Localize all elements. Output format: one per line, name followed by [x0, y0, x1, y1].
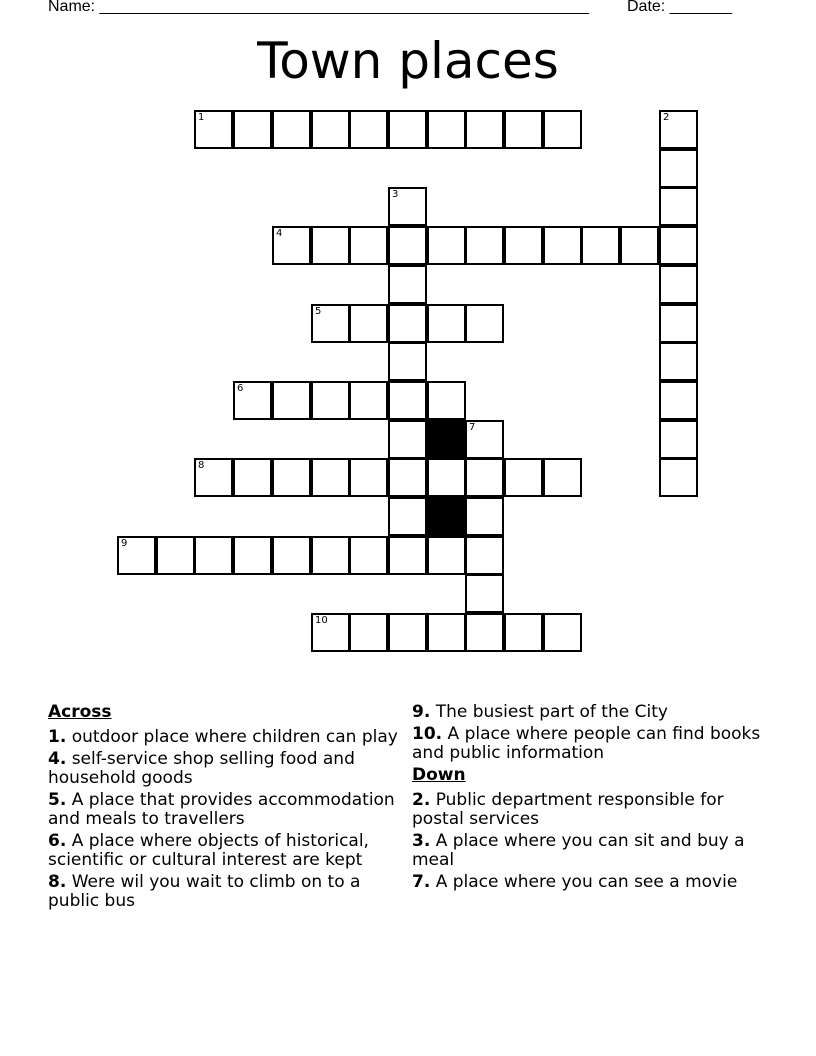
grid-cell[interactable] [543, 110, 582, 149]
clue-number-label: 8 [198, 460, 205, 471]
clue-text: The busiest part of the City [435, 702, 668, 722]
puzzle-title: Town places [257, 32, 559, 90]
black-square [427, 420, 466, 459]
grid-cell[interactable] [311, 613, 350, 652]
grid-cell[interactable] [543, 458, 582, 497]
clue-down-7 [412, 873, 772, 892]
across-heading: Across [48, 702, 112, 722]
grid-cell[interactable] [659, 110, 698, 149]
grid-cell[interactable] [388, 420, 427, 459]
clue-number-label: 7 [469, 422, 476, 433]
grid-cell[interactable] [194, 536, 233, 575]
grid-cell[interactable] [194, 458, 233, 497]
grid-cell[interactable] [659, 342, 698, 381]
clue-text: Public department responsible for postal services [412, 790, 724, 829]
grid-cell[interactable] [233, 458, 272, 497]
grid-cell[interactable] [117, 536, 156, 575]
grid-cell[interactable] [659, 420, 698, 459]
grid-cell[interactable] [272, 110, 311, 149]
grid-cell[interactable] [388, 458, 427, 497]
clue-number-label: 6 [237, 383, 244, 394]
clue-down-3 [412, 832, 772, 870]
clue-across-10 [412, 725, 772, 763]
clues-column-right [412, 703, 772, 895]
clue-across-5 [48, 791, 408, 829]
grid-cell[interactable] [388, 613, 427, 652]
clue-across-9 [412, 703, 772, 722]
grid-cell[interactable] [504, 458, 543, 497]
grid-cell[interactable] [349, 458, 388, 497]
clue-number-label: 9 [121, 538, 128, 549]
clue-across-6 [48, 832, 408, 870]
grid-cell[interactable] [659, 265, 698, 304]
grid-cell[interactable] [311, 381, 350, 420]
grid-cell[interactable] [543, 226, 582, 265]
grid-cell[interactable] [272, 381, 311, 420]
clue-number-label: 3 [392, 189, 399, 200]
grid-cell[interactable] [233, 381, 272, 420]
grid-cell[interactable] [427, 381, 466, 420]
clue-number: 4. [48, 749, 67, 769]
grid-cell[interactable] [504, 110, 543, 149]
grid-cell[interactable] [659, 381, 698, 420]
grid-cell[interactable] [659, 187, 698, 226]
grid-cell[interactable] [543, 613, 582, 652]
grid-cell[interactable] [349, 381, 388, 420]
grid-cell[interactable] [388, 381, 427, 420]
grid-cell[interactable] [388, 187, 427, 226]
grid-cell[interactable] [427, 613, 466, 652]
grid-cell[interactable] [272, 536, 311, 575]
clue-number: 6. [48, 831, 67, 851]
grid-cell[interactable] [504, 226, 543, 265]
clue-number: 3. [412, 831, 431, 851]
grid-cell[interactable] [349, 613, 388, 652]
grid-cell[interactable] [233, 536, 272, 575]
grid-cell[interactable] [388, 497, 427, 536]
clue-number-label: 10 [315, 615, 328, 626]
grid-cell[interactable] [388, 265, 427, 304]
grid-cell[interactable] [465, 613, 504, 652]
black-square [427, 497, 466, 536]
grid-cell[interactable] [465, 497, 504, 536]
grid-cell[interactable] [272, 458, 311, 497]
grid-cell[interactable] [272, 226, 311, 265]
grid-cell[interactable] [388, 536, 427, 575]
grid-cell[interactable] [388, 342, 427, 381]
down-heading: Down [412, 765, 466, 785]
grid-cell[interactable] [311, 458, 350, 497]
clue-number-label: 5 [315, 306, 322, 317]
clue-text: self-service shop selling food and household goods [48, 749, 355, 788]
grid-cell[interactable] [349, 304, 388, 343]
clue-number-label: 1 [198, 112, 205, 123]
grid-cell[interactable] [349, 536, 388, 575]
clue-number: 8. [48, 872, 67, 892]
grid-cell[interactable] [194, 110, 233, 149]
date-field-label: Date: _______ [627, 0, 732, 15]
clue-number: 5. [48, 790, 67, 810]
clue-number: 7. [412, 872, 431, 892]
grid-cell[interactable] [465, 536, 504, 575]
clue-text: A place that provides accommodation and meals to travellers [48, 790, 395, 829]
grid-cell[interactable] [465, 226, 504, 265]
grid-cell[interactable] [388, 110, 427, 149]
grid-cell[interactable] [504, 613, 543, 652]
grid-cell[interactable] [427, 458, 466, 497]
grid-cell[interactable] [388, 226, 427, 265]
clue-text: A place where objects of historical, scientific or cultural interest are kept [48, 831, 369, 870]
clue-across-1 [48, 728, 408, 747]
grid-cell[interactable] [620, 226, 659, 265]
clue-text: A place where you can see a movie [435, 872, 738, 892]
clue-number-label: 4 [276, 228, 283, 239]
clue-down-2 [412, 791, 772, 829]
grid-cell[interactable] [581, 226, 620, 265]
grid-cell[interactable] [233, 110, 272, 149]
clue-number: 1. [48, 727, 67, 747]
grid-cell[interactable] [311, 536, 350, 575]
grid-cell[interactable] [156, 536, 195, 575]
grid-cell[interactable] [659, 458, 698, 497]
clue-across-8 [48, 873, 408, 911]
grid-cell[interactable] [465, 420, 504, 459]
clue-text: A place where you can sit and buy a meal [412, 831, 745, 870]
grid-cell[interactable] [427, 536, 466, 575]
clues-column-left [48, 703, 408, 914]
grid-cell[interactable] [311, 226, 350, 265]
clue-text: outdoor place where children can play [71, 727, 398, 747]
grid-cell[interactable] [427, 110, 466, 149]
grid-cell[interactable] [659, 304, 698, 343]
grid-cell[interactable] [388, 304, 427, 343]
clue-text: Were wil you wait to climb on to a public bus [48, 872, 361, 911]
clue-number: 10. [412, 724, 443, 744]
clue-across-4 [48, 750, 408, 788]
clue-text: A place where people can find books and public information [412, 724, 761, 763]
grid-cell[interactable] [465, 304, 504, 343]
grid-cell[interactable] [659, 226, 698, 265]
grid-cell[interactable] [349, 226, 388, 265]
grid-cell[interactable] [427, 226, 466, 265]
grid-cell[interactable] [427, 304, 466, 343]
grid-cell[interactable] [311, 304, 350, 343]
clue-number: 9. [412, 702, 431, 722]
grid-cell[interactable] [311, 110, 350, 149]
grid-cell[interactable] [465, 574, 504, 613]
grid-cell[interactable] [349, 110, 388, 149]
clue-number: 2. [412, 790, 431, 810]
name-field-label: Name: _______________________________________________________ [48, 0, 589, 15]
clue-number-label: 2 [663, 112, 670, 123]
grid-cell[interactable] [659, 149, 698, 188]
grid-cell[interactable] [465, 458, 504, 497]
grid-cell[interactable] [465, 110, 504, 149]
